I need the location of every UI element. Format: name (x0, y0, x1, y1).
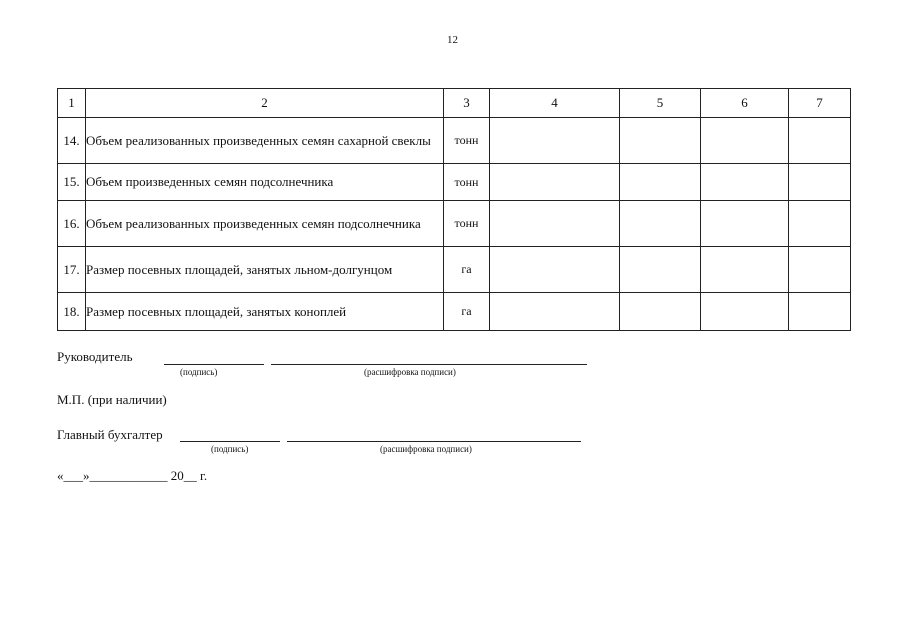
value-cell[interactable] (620, 201, 701, 247)
row-unit: тонн (444, 201, 490, 247)
value-cell[interactable] (789, 201, 851, 247)
row-number: 16. (58, 201, 86, 247)
accountant-decoding-line[interactable] (287, 441, 581, 442)
value-cell[interactable] (620, 293, 701, 331)
page-number: 12 (447, 34, 458, 46)
accountant-decoding-caption: (расшифровка подписи) (380, 444, 472, 454)
head-signature-caption: (подпись) (180, 367, 218, 377)
head-decoding-caption: (расшифровка подписи) (364, 367, 456, 377)
value-cell[interactable] (490, 247, 620, 293)
row-number: 14. (58, 118, 86, 164)
value-cell[interactable] (701, 164, 789, 201)
table-row (58, 247, 851, 293)
value-cell[interactable] (789, 247, 851, 293)
value-cell[interactable] (490, 293, 620, 331)
stamp-label: М.П. (при наличии) (57, 392, 167, 407)
value-cell[interactable] (789, 164, 851, 201)
accountant-signature-caption: (подпись) (211, 444, 249, 454)
head-decoding-line[interactable] (271, 364, 587, 365)
accountant-label: Главный бухгалтер (57, 427, 163, 442)
date-line: «___»____________ 20__ г. (57, 468, 208, 483)
value-cell[interactable] (490, 118, 620, 164)
row-unit: га (444, 293, 490, 331)
value-cell[interactable] (701, 201, 789, 247)
row-description: Объем реализованных произведенных семян сахарной свеклы (86, 118, 444, 164)
table-header-row (58, 89, 851, 118)
table-row (58, 293, 851, 331)
row-description: Объем реализованных произведенных семян подсолнечника (86, 201, 444, 247)
value-cell[interactable] (490, 164, 620, 201)
value-cell[interactable] (789, 293, 851, 331)
value-cell[interactable] (620, 247, 701, 293)
value-cell[interactable] (701, 247, 789, 293)
row-number: 15. (58, 164, 86, 201)
table-row (58, 118, 851, 164)
table-row (58, 201, 851, 247)
row-unit: га (444, 247, 490, 293)
column-header: 1 (58, 89, 86, 118)
value-cell[interactable] (789, 118, 851, 164)
value-cell[interactable] (490, 201, 620, 247)
column-header: 4 (490, 89, 620, 118)
column-header: 3 (444, 89, 490, 118)
head-label: Руководитель (57, 349, 133, 364)
row-unit: тонн (444, 164, 490, 201)
report-table (57, 88, 851, 331)
row-number: 18. (58, 293, 86, 331)
value-cell[interactable] (701, 293, 789, 331)
value-cell[interactable] (620, 164, 701, 201)
column-header: 2 (86, 89, 444, 118)
column-header: 6 (701, 89, 789, 118)
row-unit: тонн (444, 118, 490, 164)
row-number: 17. (58, 247, 86, 293)
row-description: Объем произведенных семян подсолнечника (86, 164, 444, 201)
column-header: 7 (789, 89, 851, 118)
head-signature-line[interactable] (164, 364, 264, 365)
value-cell[interactable] (701, 118, 789, 164)
table-row (58, 164, 851, 201)
accountant-signature-line[interactable] (180, 441, 280, 442)
row-description: Размер посевных площадей, занятых льном-долгунцом (86, 247, 444, 293)
value-cell[interactable] (620, 118, 701, 164)
column-header: 5 (620, 89, 701, 118)
row-description: Размер посевных площадей, занятых коноплей (86, 293, 444, 331)
